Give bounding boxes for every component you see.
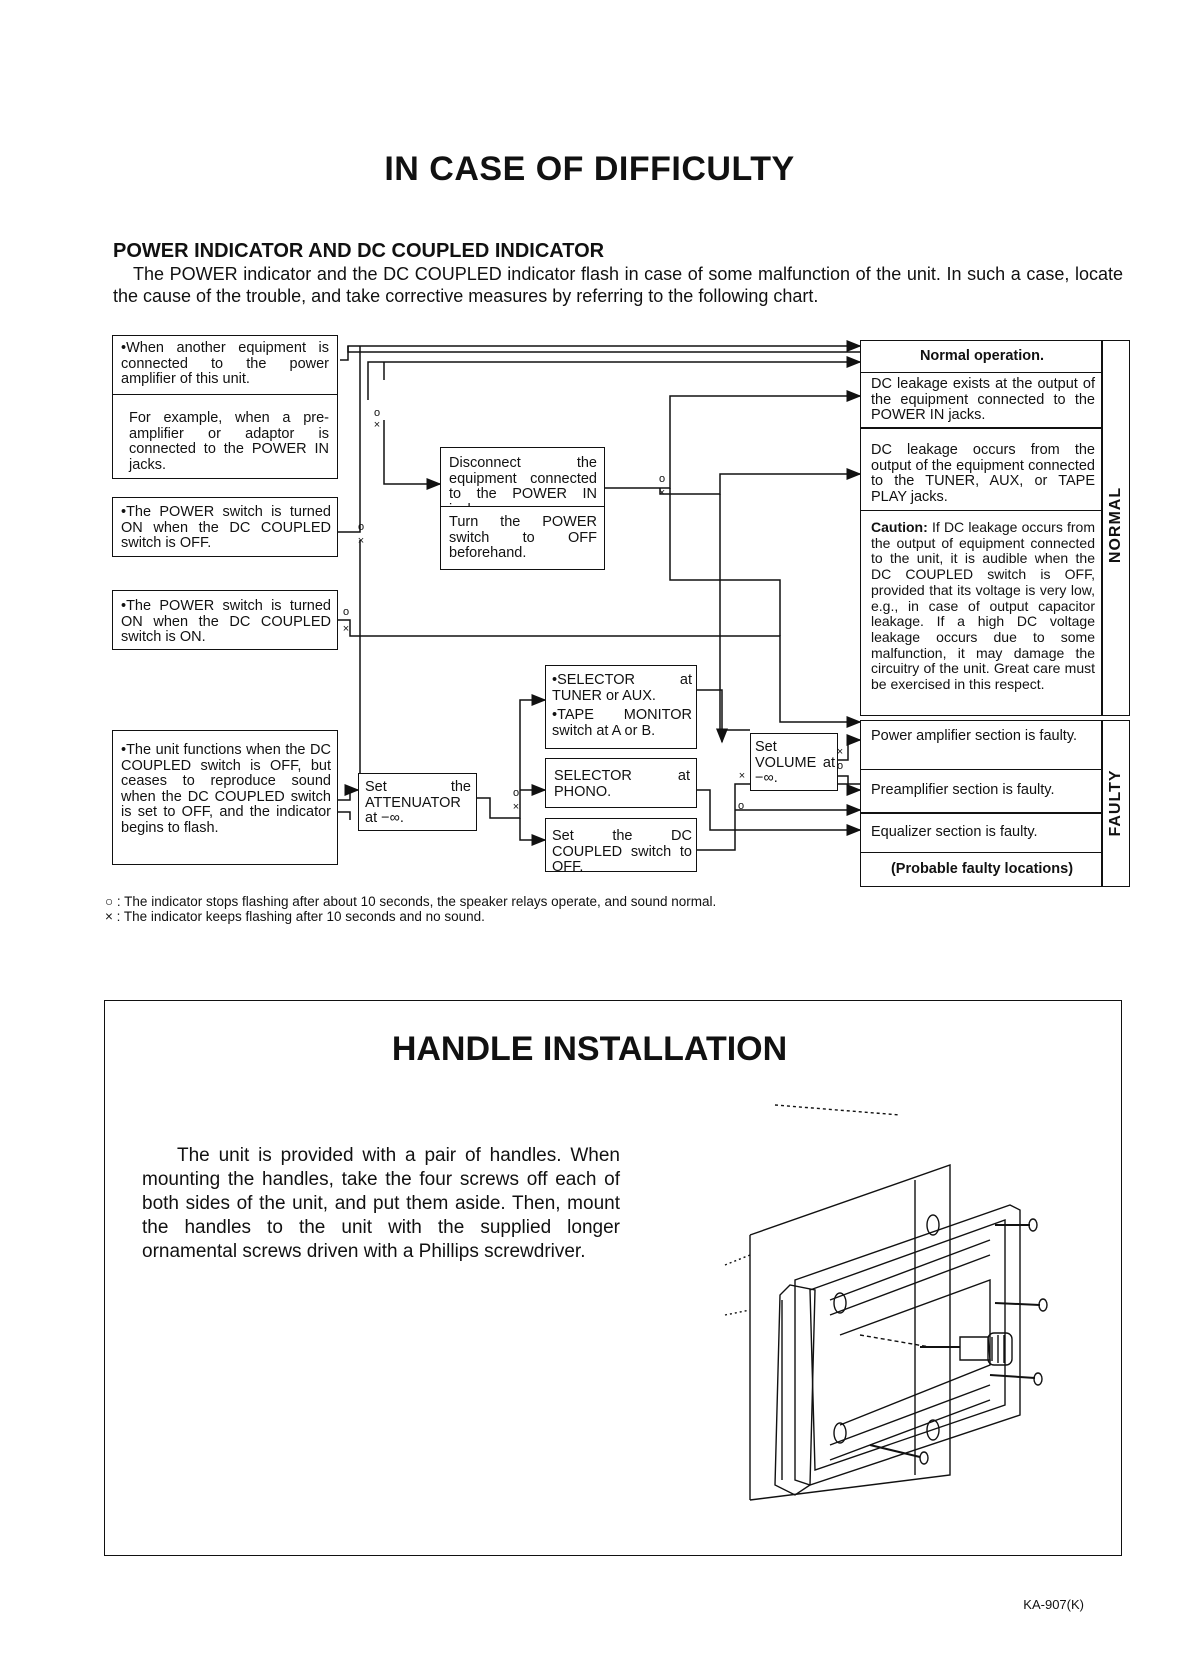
- condition-example: For example, when a pre-amplifier or adaptor is connected to the POWER IN jacks.: [112, 395, 338, 479]
- legend-ng-symbol: ×: [105, 909, 113, 924]
- action-disconnect: Disconnect the equipment connected to the POWER IN: [440, 447, 605, 507]
- result-power-amp-faulty: Power amplifier section is faulty.: [860, 720, 1102, 770]
- condition-power-on-dc-off: •The POWER switch is turned ON when the DC COUPLED switch is OFF.: [112, 497, 338, 557]
- legend-ok-symbol: ○: [105, 894, 114, 909]
- action-set-attenuator: Set the ATTENUATOR at −∞.: [358, 773, 477, 831]
- handle-instructions: The unit is provided with a pair of handles. When mounting the handles, take the four screws off each of both sides of the unit, and put them aside. Then, mount the handles to the unit with the supplied longer ornamental screws driven with a Phillips screwdriver.: [142, 1145, 620, 1262]
- mark-ng: ×: [342, 623, 350, 635]
- section-heading: POWER INDICATOR AND DC COUPLED INDICATOR: [113, 240, 605, 262]
- action-set-dc-off: Set the DC COUPLED switch to OFF.: [545, 818, 697, 872]
- legend-ng-text: : The indicator keeps flashing after 10 seconds and no sound.: [116, 909, 485, 924]
- label-normal: NORMAL: [1107, 486, 1124, 564]
- handle-illustration: [720, 1085, 1100, 1505]
- action-set-volume: Set VOLUME at −∞.: [750, 733, 838, 791]
- action-selector-tuner: •SELECTOR at TUNER or AUX. •TAPE MONITOR switch at A or B.: [545, 665, 697, 749]
- result-probable-locations: (Probable faulty locations): [860, 853, 1102, 887]
- mark-ng: ×: [512, 801, 520, 813]
- label-faulty: FAULTY: [1107, 769, 1124, 837]
- mark-ok: o: [737, 800, 745, 812]
- page-title: IN CASE OF DIFFICULTY: [384, 150, 795, 188]
- mark-ng: ×: [658, 487, 666, 499]
- mark-ng: ×: [373, 419, 381, 431]
- mark-ok: o: [512, 787, 520, 799]
- mark-ok: o: [342, 606, 350, 618]
- legend-ok-text: : The indicator stops flashing after about 10 seconds, the speaker relays operate, and sound normal.: [116, 894, 717, 909]
- mark-ok: o: [373, 407, 381, 419]
- mark-ok: o: [357, 521, 365, 533]
- result-equalizer-faulty: Equalizer section is faulty.: [860, 813, 1102, 853]
- legend-ok: [105, 894, 716, 910]
- intro-paragraph: The POWER indicator and the DC COUPLED indicator flash in case of some malfunction of the unit. In such a case, locate the cause of the trouble, and take corrective measures by referring to the following chart.: [113, 264, 1123, 306]
- mark-ng: ×: [836, 746, 844, 758]
- result-dc-leak-output: DC leakage exists at the output of the equipment connected to the POWER IN jacks.: [860, 373, 1102, 428]
- page-code: KA-907(K): [1023, 1597, 1084, 1612]
- result-caution: [860, 511, 1102, 716]
- action-turn-power-off: Turn the POWER switch to OFF beforehand.: [440, 507, 605, 570]
- condition-another-equipment: •When another equipment is connected to the power amplifier of this unit.: [112, 335, 338, 395]
- handle-title: HANDLE INSTALLATION: [391, 1030, 788, 1068]
- result-dc-leak-tuner: DC leakage occurs from the output of the equipment connected to the TUNER, AUX, or TAPE PLAY jacks.: [860, 428, 1102, 511]
- mark-ok: o: [836, 760, 844, 772]
- mark-ok: o: [658, 473, 666, 485]
- condition-unit-functions: •The unit functions when the DC COUPLED switch is OFF, but ceases to reproduce sound when the DC COUPLED switch is set to OFF, and the indicator begins to flash.: [112, 730, 338, 865]
- legend-ng: [105, 909, 485, 925]
- caution-text: If DC leakage occurs from the output of equipment connected to the unit, it is audible when the DC COUPLED switch is OFF, provided that its voltage is very low, e.g., in case of output capacitor leakage. If a high DC voltage leakage occurs due to some malfunction, it may damage the circuitry of the unit. Great care must be exercised in this respect.: [871, 519, 1096, 693]
- condition-power-on-dc-on: •The POWER switch is turned ON when the DC COUPLED switch is ON.: [112, 590, 338, 650]
- result-normal-operation: Normal operation.: [860, 340, 1102, 373]
- mark-ng: ×: [738, 770, 746, 782]
- action-selector-phono: SELECTOR at PHONO.: [545, 758, 697, 808]
- caution-label: Caution:: [871, 519, 928, 535]
- result-preamp-faulty: Preamplifier section is faulty.: [860, 770, 1102, 813]
- mark-ng: ×: [357, 535, 365, 547]
